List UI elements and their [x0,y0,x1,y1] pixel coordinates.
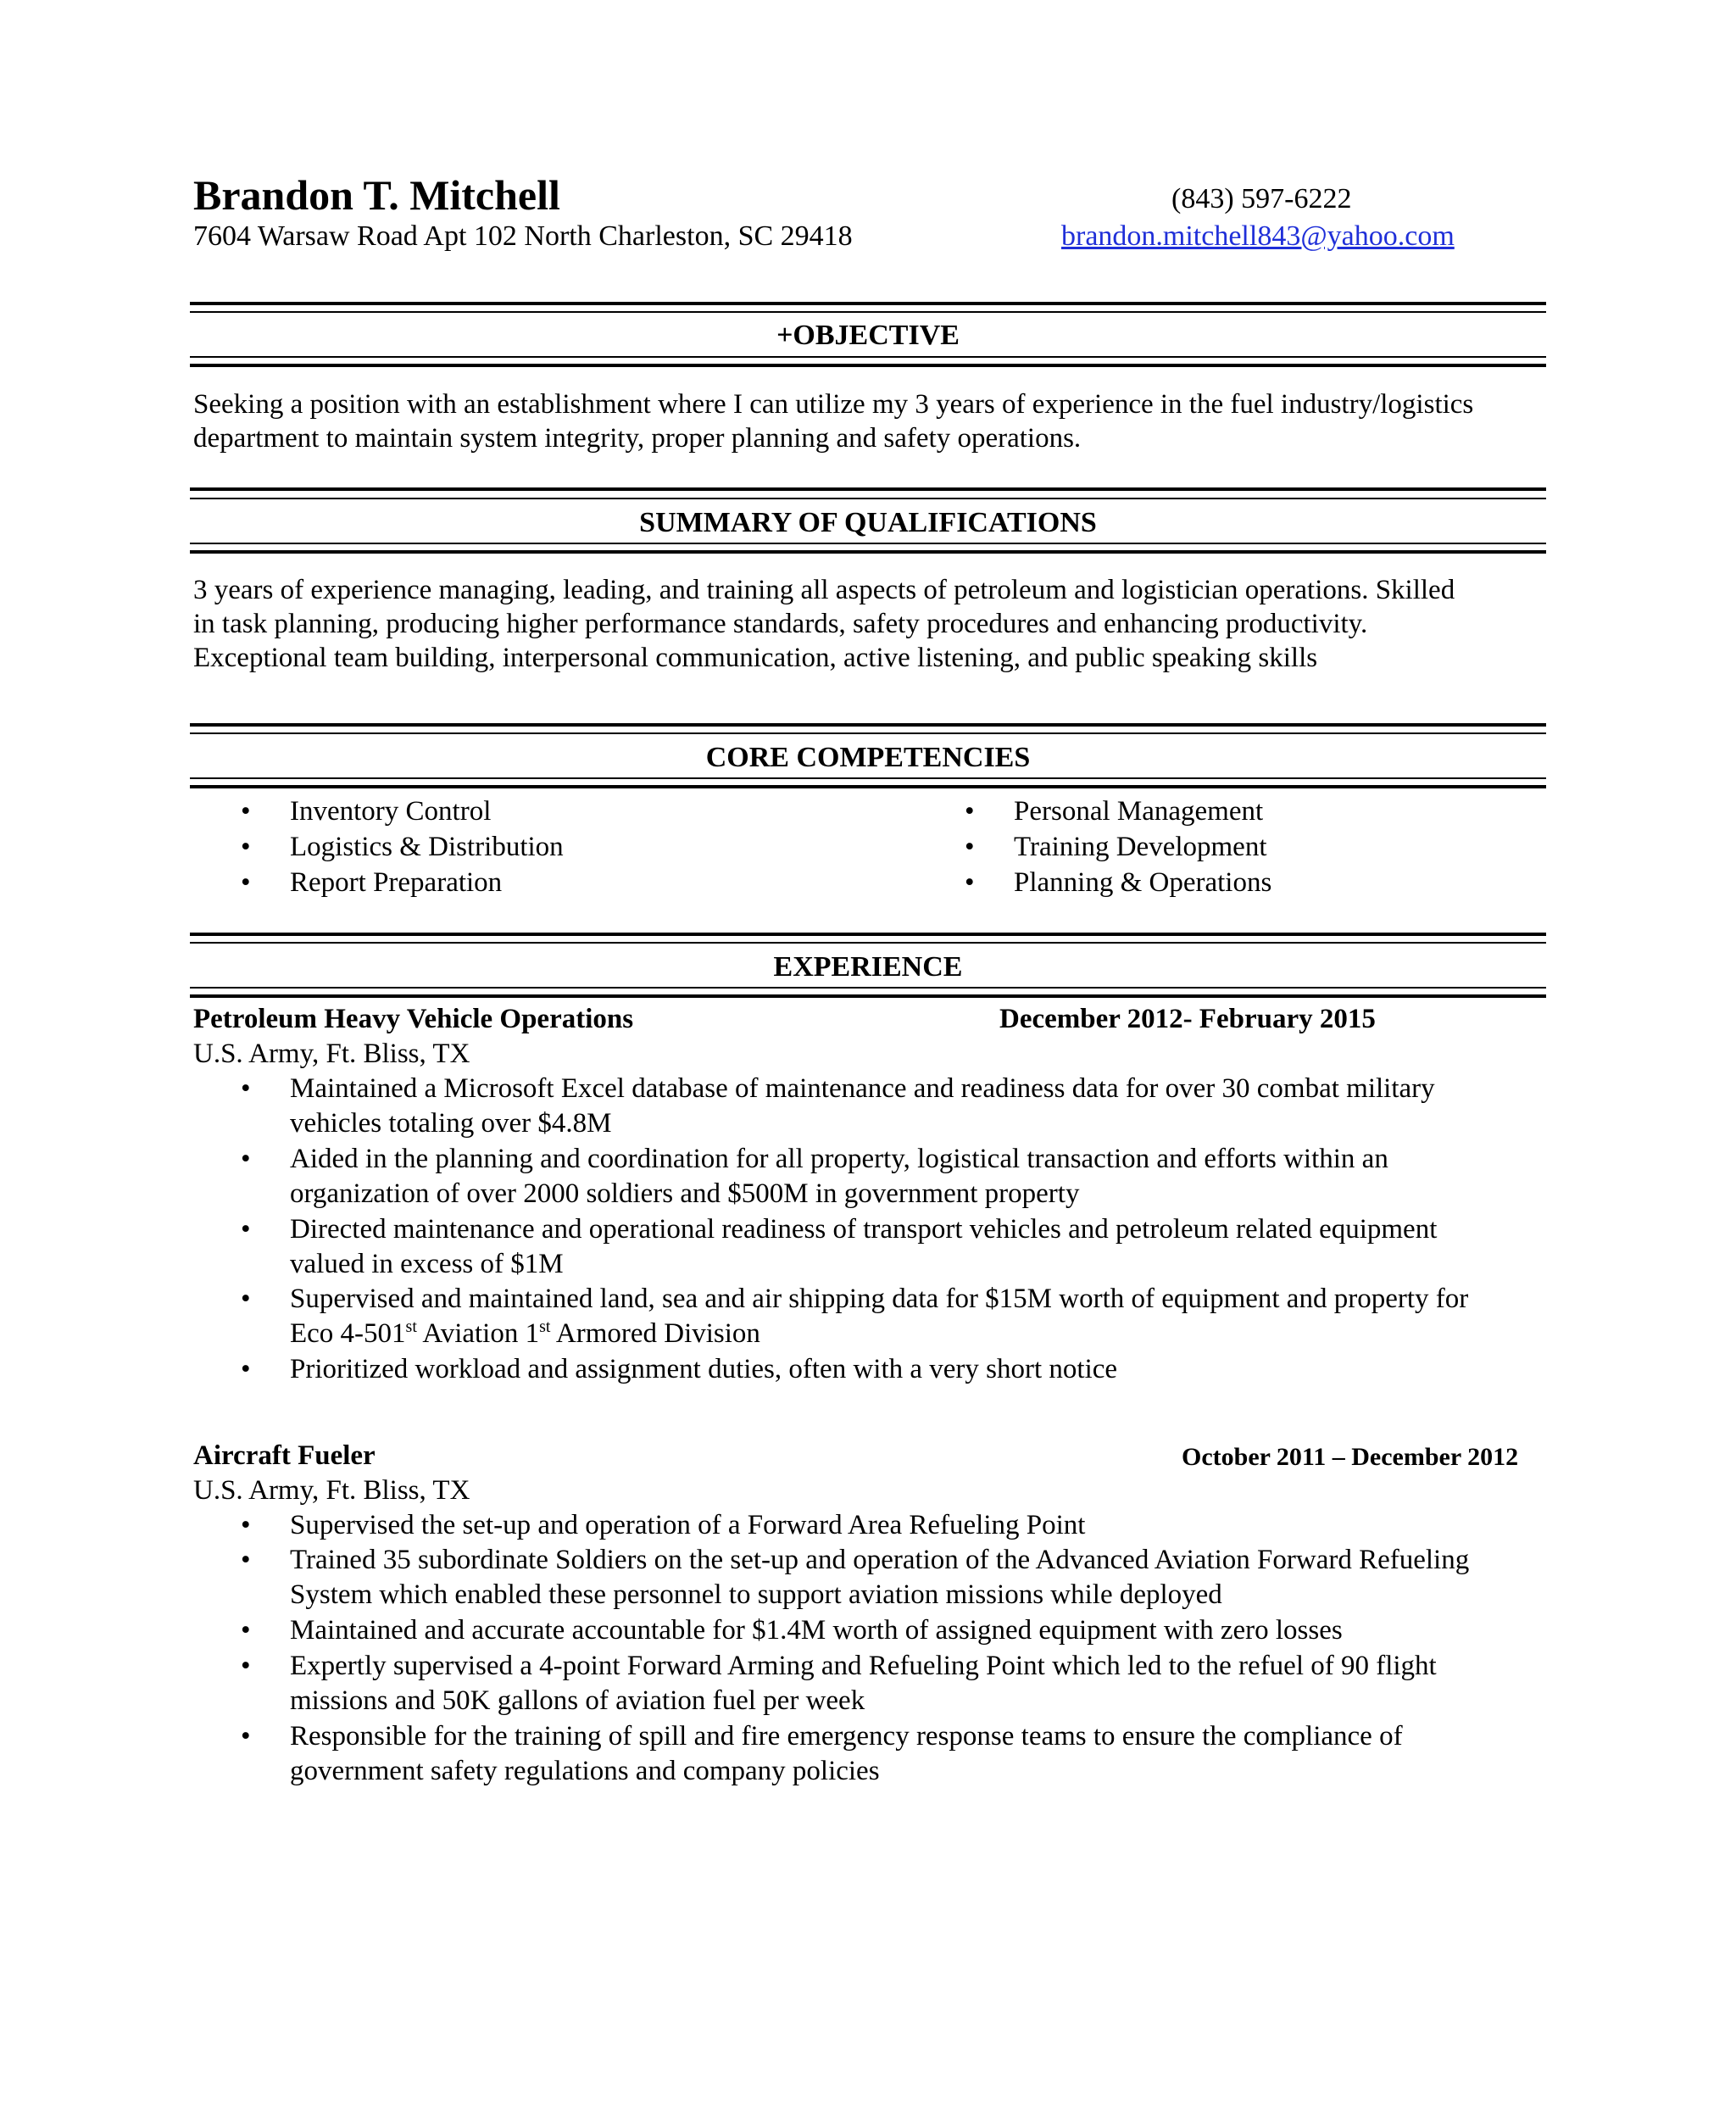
candidate-phone: (843) 597-6222 [1171,183,1352,214]
bullet-icon: • [241,832,251,862]
section-rule [190,777,1546,779]
section-rule [190,723,1546,727]
bullet-icon: • [241,1651,251,1681]
bullet-icon: • [241,796,251,827]
candidate-email-link[interactable]: brandon.mitchell843@yahoo.com [1061,220,1455,252]
bullet-icon: • [241,867,251,898]
competencies-heading: CORE COMPETENCIES [705,742,1031,773]
job-organization: U.S. Army, Ft. Bliss, TX [193,1475,470,1506]
bullet-icon: • [241,1214,251,1245]
objective-line: Seeking a position with an establishment where I can utilize my 3 years of experience in the fuel industry/logistics [193,389,1474,420]
section-rule [190,942,1546,944]
candidate-address: 7604 Warsaw Road Apt 102 North Charleston, SC 29418 [193,220,853,252]
resume-page: Brandon T. Mitchell 7604 Warsaw Road Apt 102 North Charleston, SC 29418 (843) 597-6222 brandon.mitchell843@yahoo.com +OBJECTIVE Seeking a position with an establishment where I can utilize my 3 years of experience in the fuel industry/logistics department to maintain system integrity, proper planning and safety operations. SUMMARY OF QUALIFICATIONS 3 years of experience managing, leading, and training all aspects of petroleum and logistician operations. Skilled in task planning, producing higher performance standards, safety procedures and enhancing productivity. Exceptional team building, interpersonal communication, active listening, and public speaking skills CORE COMPETENCIES • Inventory Control • Logistics & Distribution • Report Preparation • Personal Management • Training Development • Planning & Operations EXPERIENCE Petroleum Heavy Vehicle Operations December 2012- February 2015 U.S. Army, Ft. Bliss, TX • Maintained a Microsoft Excel database of maintenance and readiness data for over 30 combat military vehicles totaling over $4.8M • Aided in the planning and coordination for all property, logistical transaction and efforts within an organization of over 2000 soldiers and $500M in government property • Directed maintenance and operational readiness of transport vehicles and petroleum related equipment valued in excess of $1M • Supervised and maintained land, sea and air shipping data for $15M worth of equipment and property for Eco 4-501st Aviation 1st Armored Division • Prioritized workload and assignment duties, often with a very short notice Aircraft Fueler October 2011 – December 2012 U.S. Army, Ft. Bliss, TX • Supervised the set-up and operation of a Forward Area Refueling Point • Trained 35 subordinate Soldiers on the set-up and operation of the Advanced Aviation Forward Refueling System which enabled these personnel to support aviation missions while deployed • Maintained and accurate accountable for $1.4M worth of assigned equipment with zero losses • Expertly supervised a 4-point Forward Arming and Refueling Point which led to the refuel of 90 flight missions and 50K gallons of aviation fuel per week • Responsible for the training of spill and fire emergency response teams to ensure the compliance of government safety regulations and company policies [0,0,1736,2122]
section-rule [190,364,1546,367]
section-rule [190,732,1546,734]
job-title: Petroleum Heavy Vehicle Operations [193,1004,634,1034]
section-rule [190,356,1546,358]
objective-heading: +OBJECTIVE [776,320,960,351]
summary-line: in task planning, producing higher performance standards, safety procedures and enhancing productivity. [193,609,1368,639]
bullet-icon: • [241,1721,251,1752]
section-rule [190,498,1546,499]
objective-line: department to maintain system integrity, proper planning and safety operations. [193,423,1082,454]
bullet-icon: • [241,1144,251,1174]
bullet-icon: • [965,796,975,827]
summary-line: Exceptional team building, interpersonal communication, active listening, and public speaking skills [193,643,1318,673]
bullet-icon: • [241,1545,251,1575]
candidate-name: Brandon T. Mitchell [193,171,560,219]
bullet-icon: • [965,832,975,862]
section-rule [190,550,1546,554]
section-rule [190,785,1546,788]
job-title: Aircraft Fueler [193,1440,376,1471]
job-dates: December 2012- February 2015 [999,1004,1376,1034]
bullet-icon: • [241,1510,251,1540]
section-rule [190,311,1546,313]
section-rule [190,933,1546,936]
summary-line: 3 years of experience managing, leading, and training all aspects of petroleum and logistician operations. Skilled [193,575,1455,605]
experience-heading: EXPERIENCE [773,951,963,983]
summary-text [193,573,1550,675]
section-rule [190,487,1546,491]
objective-text [193,387,1550,455]
section-rule [190,543,1546,544]
bullet-icon: • [241,1073,251,1104]
bullet-icon: • [241,1284,251,1314]
bullet-icon: • [965,867,975,898]
job-organization: U.S. Army, Ft. Bliss, TX [193,1039,470,1069]
summary-heading: SUMMARY OF QUALIFICATIONS [639,507,1097,538]
section-rule [190,987,1546,989]
section-rule [190,302,1546,305]
bullet-icon: • [241,1615,251,1646]
section-rule [190,994,1546,998]
job-dates: October 2011 – December 2012 [1182,1443,1519,1471]
bullet-icon: • [241,1354,251,1384]
